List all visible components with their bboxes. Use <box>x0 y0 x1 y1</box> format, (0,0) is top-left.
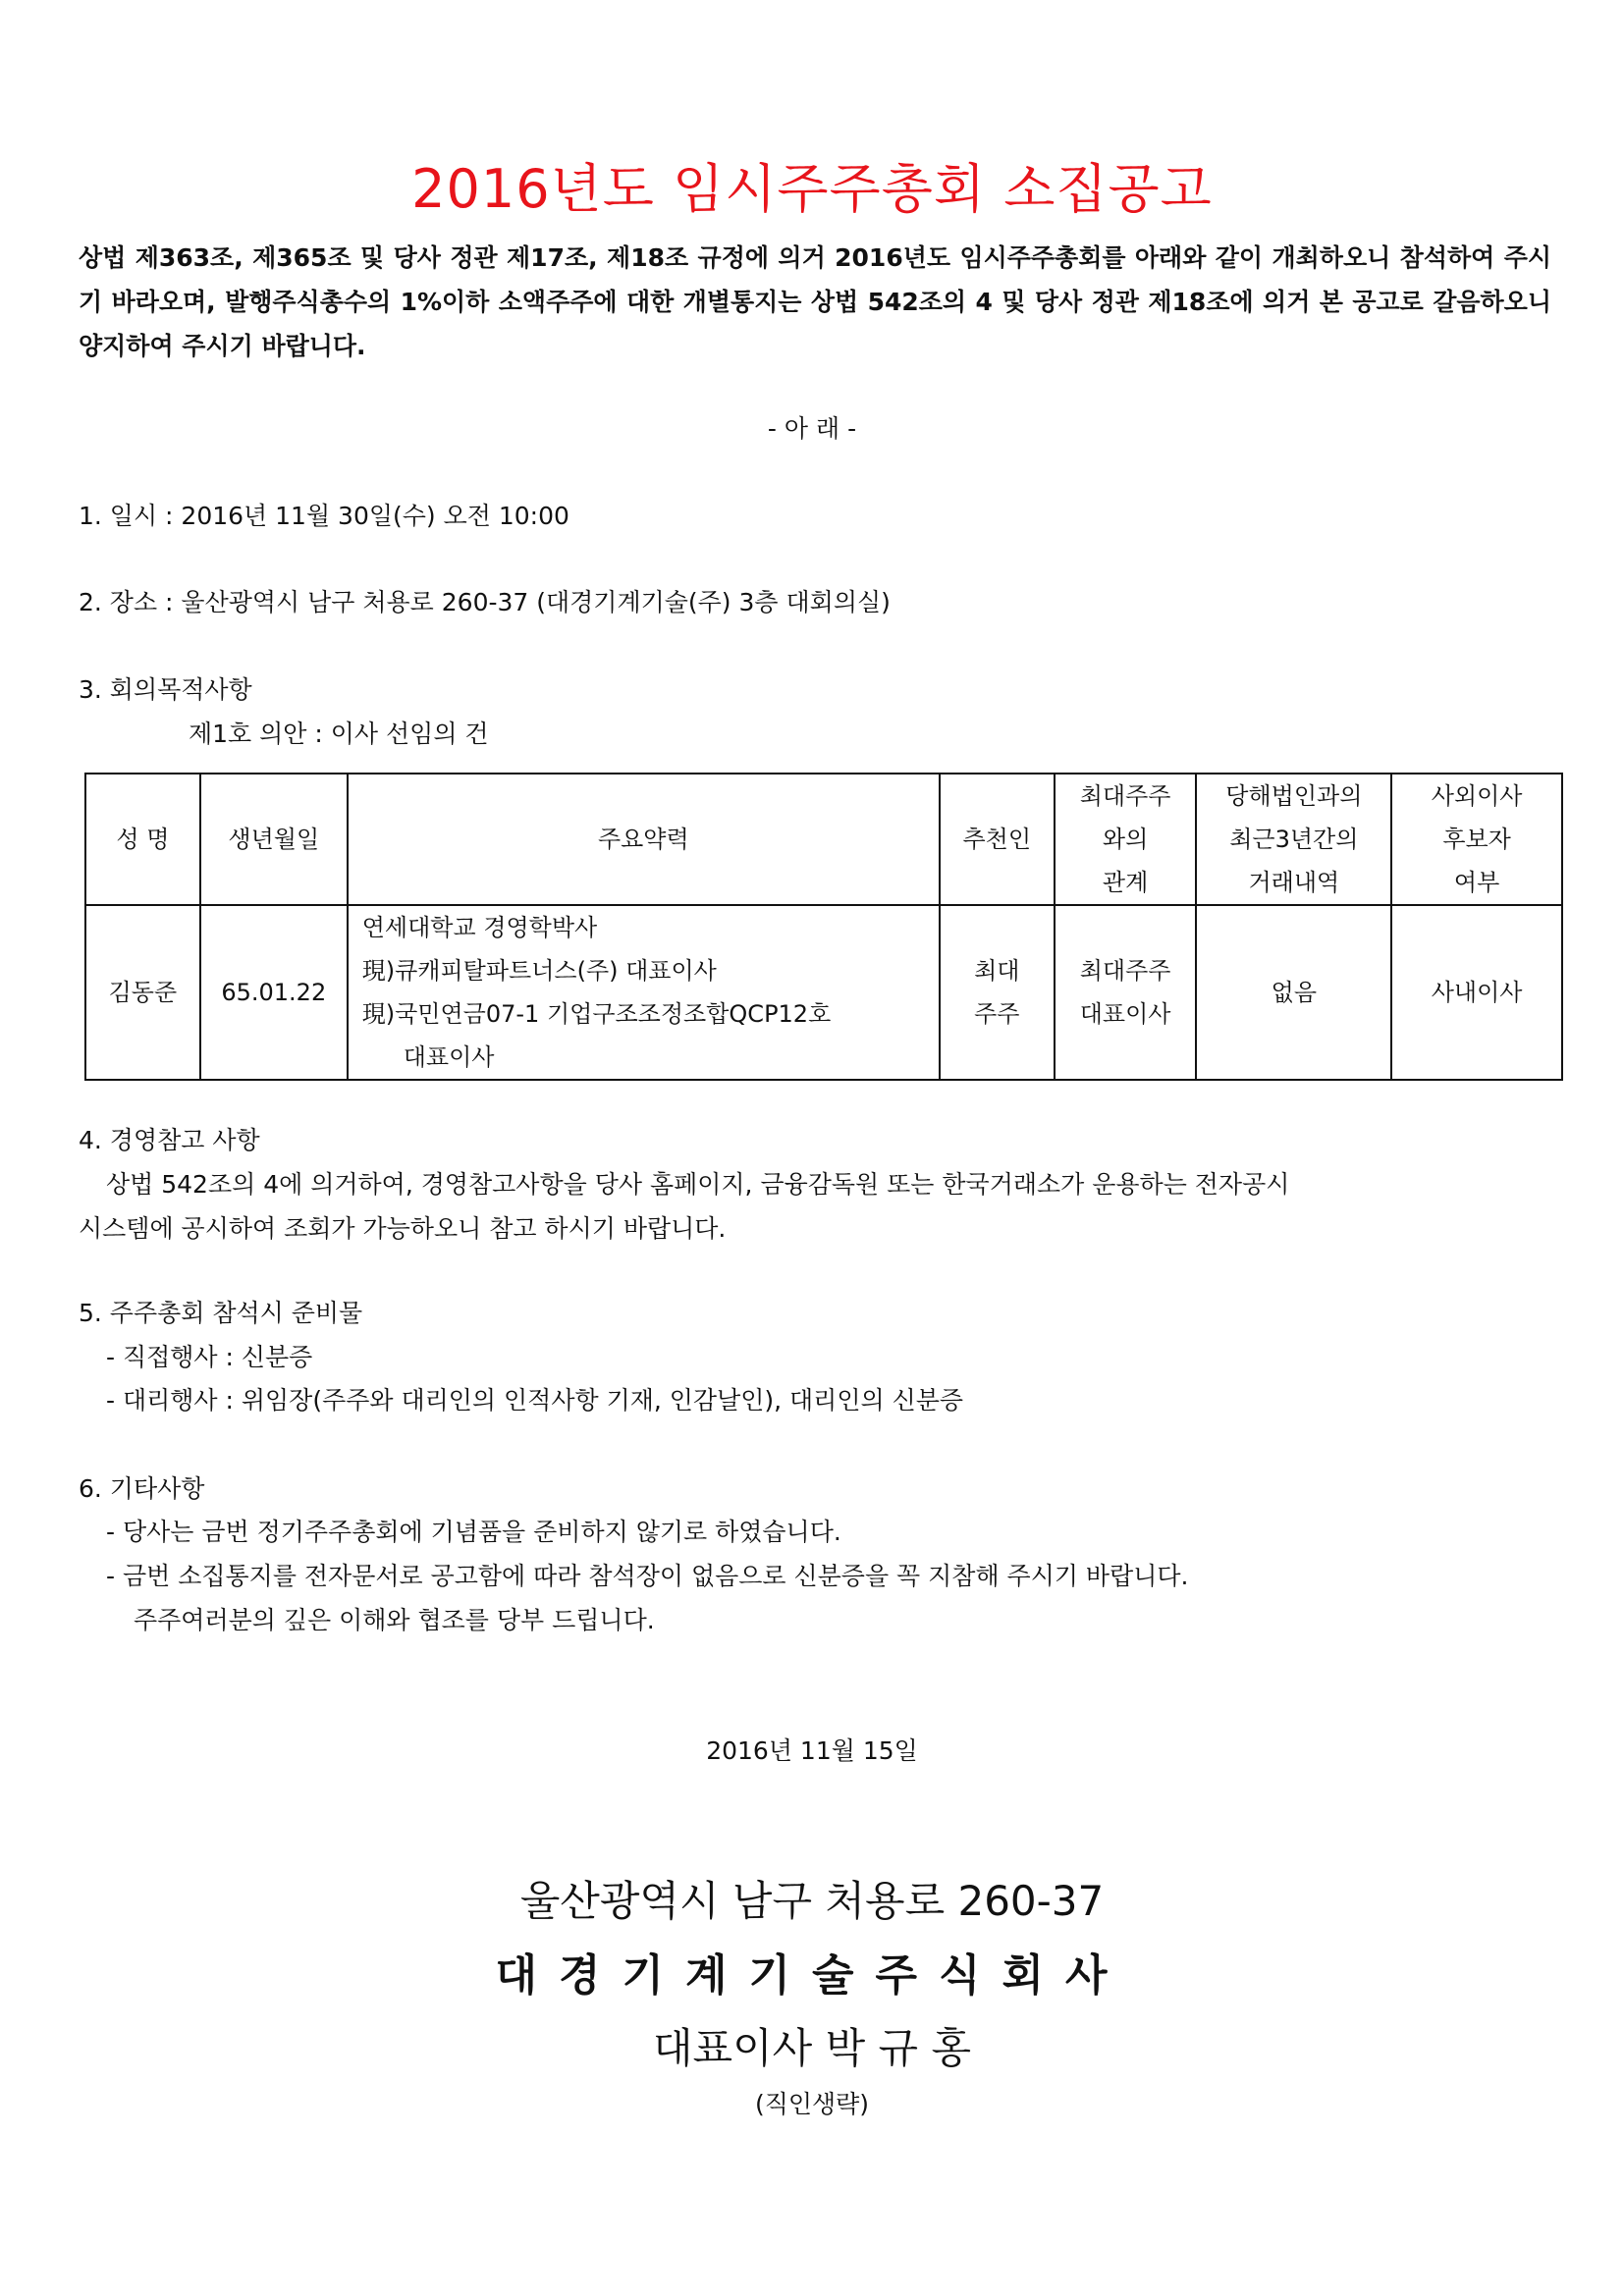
header-outside-director: 사외이사 후보자 여부 <box>1391 774 1562 905</box>
candidate-table <box>84 773 1563 1081</box>
mgmt-line: 상법 542조의 4에 의거하여, 경영참고사항을 당사 홈페이지, 금융감독원 또는 한국거래소가 운용하는 전자공시 <box>106 1170 1290 1199</box>
cell-career <box>348 905 940 1080</box>
cell-outside-director: 사내이사 <box>1391 905 1562 1080</box>
header-name: 성 명 <box>85 774 200 905</box>
notice-title: 2016년도 임시주주총회 소집공고 <box>411 158 1213 220</box>
table-header-row <box>85 774 1562 905</box>
mgmt-heading: 4. 경영참고 사항 <box>79 1126 260 1154</box>
header-transactions: 당해법인과의 최근3년간의 거래내역 <box>1196 774 1391 905</box>
prep-heading: 5. 주주총회 참석시 준비물 <box>79 1299 363 1327</box>
agenda-heading: 3. 회의목적사항 <box>79 675 252 704</box>
cell-recommender: 최대 주주 <box>940 905 1055 1080</box>
career-line: 대표이사 <box>403 1043 495 1071</box>
cell-birth: 65.01.22 <box>200 905 348 1080</box>
header-recommender: 추천인 <box>940 774 1055 905</box>
career-line: 現)국민연금07-1 기업구조조정조합QCP12호 <box>361 1000 832 1028</box>
agenda-item: 제1호 의안 : 이사 선임의 건 <box>189 720 489 748</box>
career-line: 연세대학교 경영학박사 <box>361 914 598 941</box>
etc-line: - 당사는 금번 정기주주총회에 기념품을 준비하지 않기로 하였습니다. <box>106 1518 841 1546</box>
career-line: 現)큐캐피탈파트너스(주) 대표이사 <box>361 957 717 985</box>
ceo-name: 대표이사 박 규 홍 <box>652 2024 972 2072</box>
header-relation: 최대주주 와의 관계 <box>1055 774 1197 905</box>
prep-line: - 직접행사 : 신분증 <box>106 1343 313 1371</box>
etc-line: 주주여러분의 깊은 이해와 협조를 당부 드립니다. <box>134 1606 655 1634</box>
place: 2. 장소 : 울산광역시 남구 처용로 260-37 (대경기계기술(주) 3층 대회의실) <box>79 588 891 616</box>
intro-paragraph: 상법 제363조, 제365조 및 당사 정관 제17조, 제18조 규정에 의거 2016년도 임시주주총회를 아래와 같이 개최하오니 참석하여 주시기 바라오며, 발행주식총수의 1%이하 소액주주에 대한 개별통지는 상법 542조의 4 및 당사 정관 제18조에 의거 본 공고로 갈음하오니 양지하여 주시기 바랍니다. <box>79 243 1551 360</box>
mgmt-line: 시스템에 공시하여 조회가 가능하오니 참고 하시기 바랍니다. <box>79 1214 727 1243</box>
etc-heading: 6. 기타사항 <box>79 1474 205 1503</box>
cell-name: 김동준 <box>85 905 200 1080</box>
company-address: 울산광역시 남구 처용로 260-37 <box>519 1877 1105 1925</box>
header-birth: 생년월일 <box>200 774 348 905</box>
prep-line: - 대리행사 : 위임장(주주와 대리인의 인적사항 기재, 인감날인), 대리인의 신분증 <box>106 1386 964 1415</box>
datetime: 1. 일시 : 2016년 11월 30일(수) 오전 10:00 <box>79 502 569 530</box>
below-marker: - 아 래 - <box>767 414 857 443</box>
cell-relation: 최대주주 대표이사 <box>1055 905 1197 1080</box>
etc-line: - 금번 소집통지를 전자문서로 공고함에 따라 참석장이 없음으로 신분증을 꼭 지참해 주시기 바랍니다. <box>106 1562 1189 1590</box>
seal-omitted: (직인생략) <box>754 2090 870 2118</box>
header-career: 주요약력 <box>348 774 940 905</box>
table-row <box>85 905 1562 1080</box>
company-name: 대경기계기술주식회사 <box>495 1950 1129 2001</box>
notice-date: 2016년 11월 15일 <box>706 1736 918 1765</box>
cell-transactions: 없음 <box>1196 905 1391 1080</box>
